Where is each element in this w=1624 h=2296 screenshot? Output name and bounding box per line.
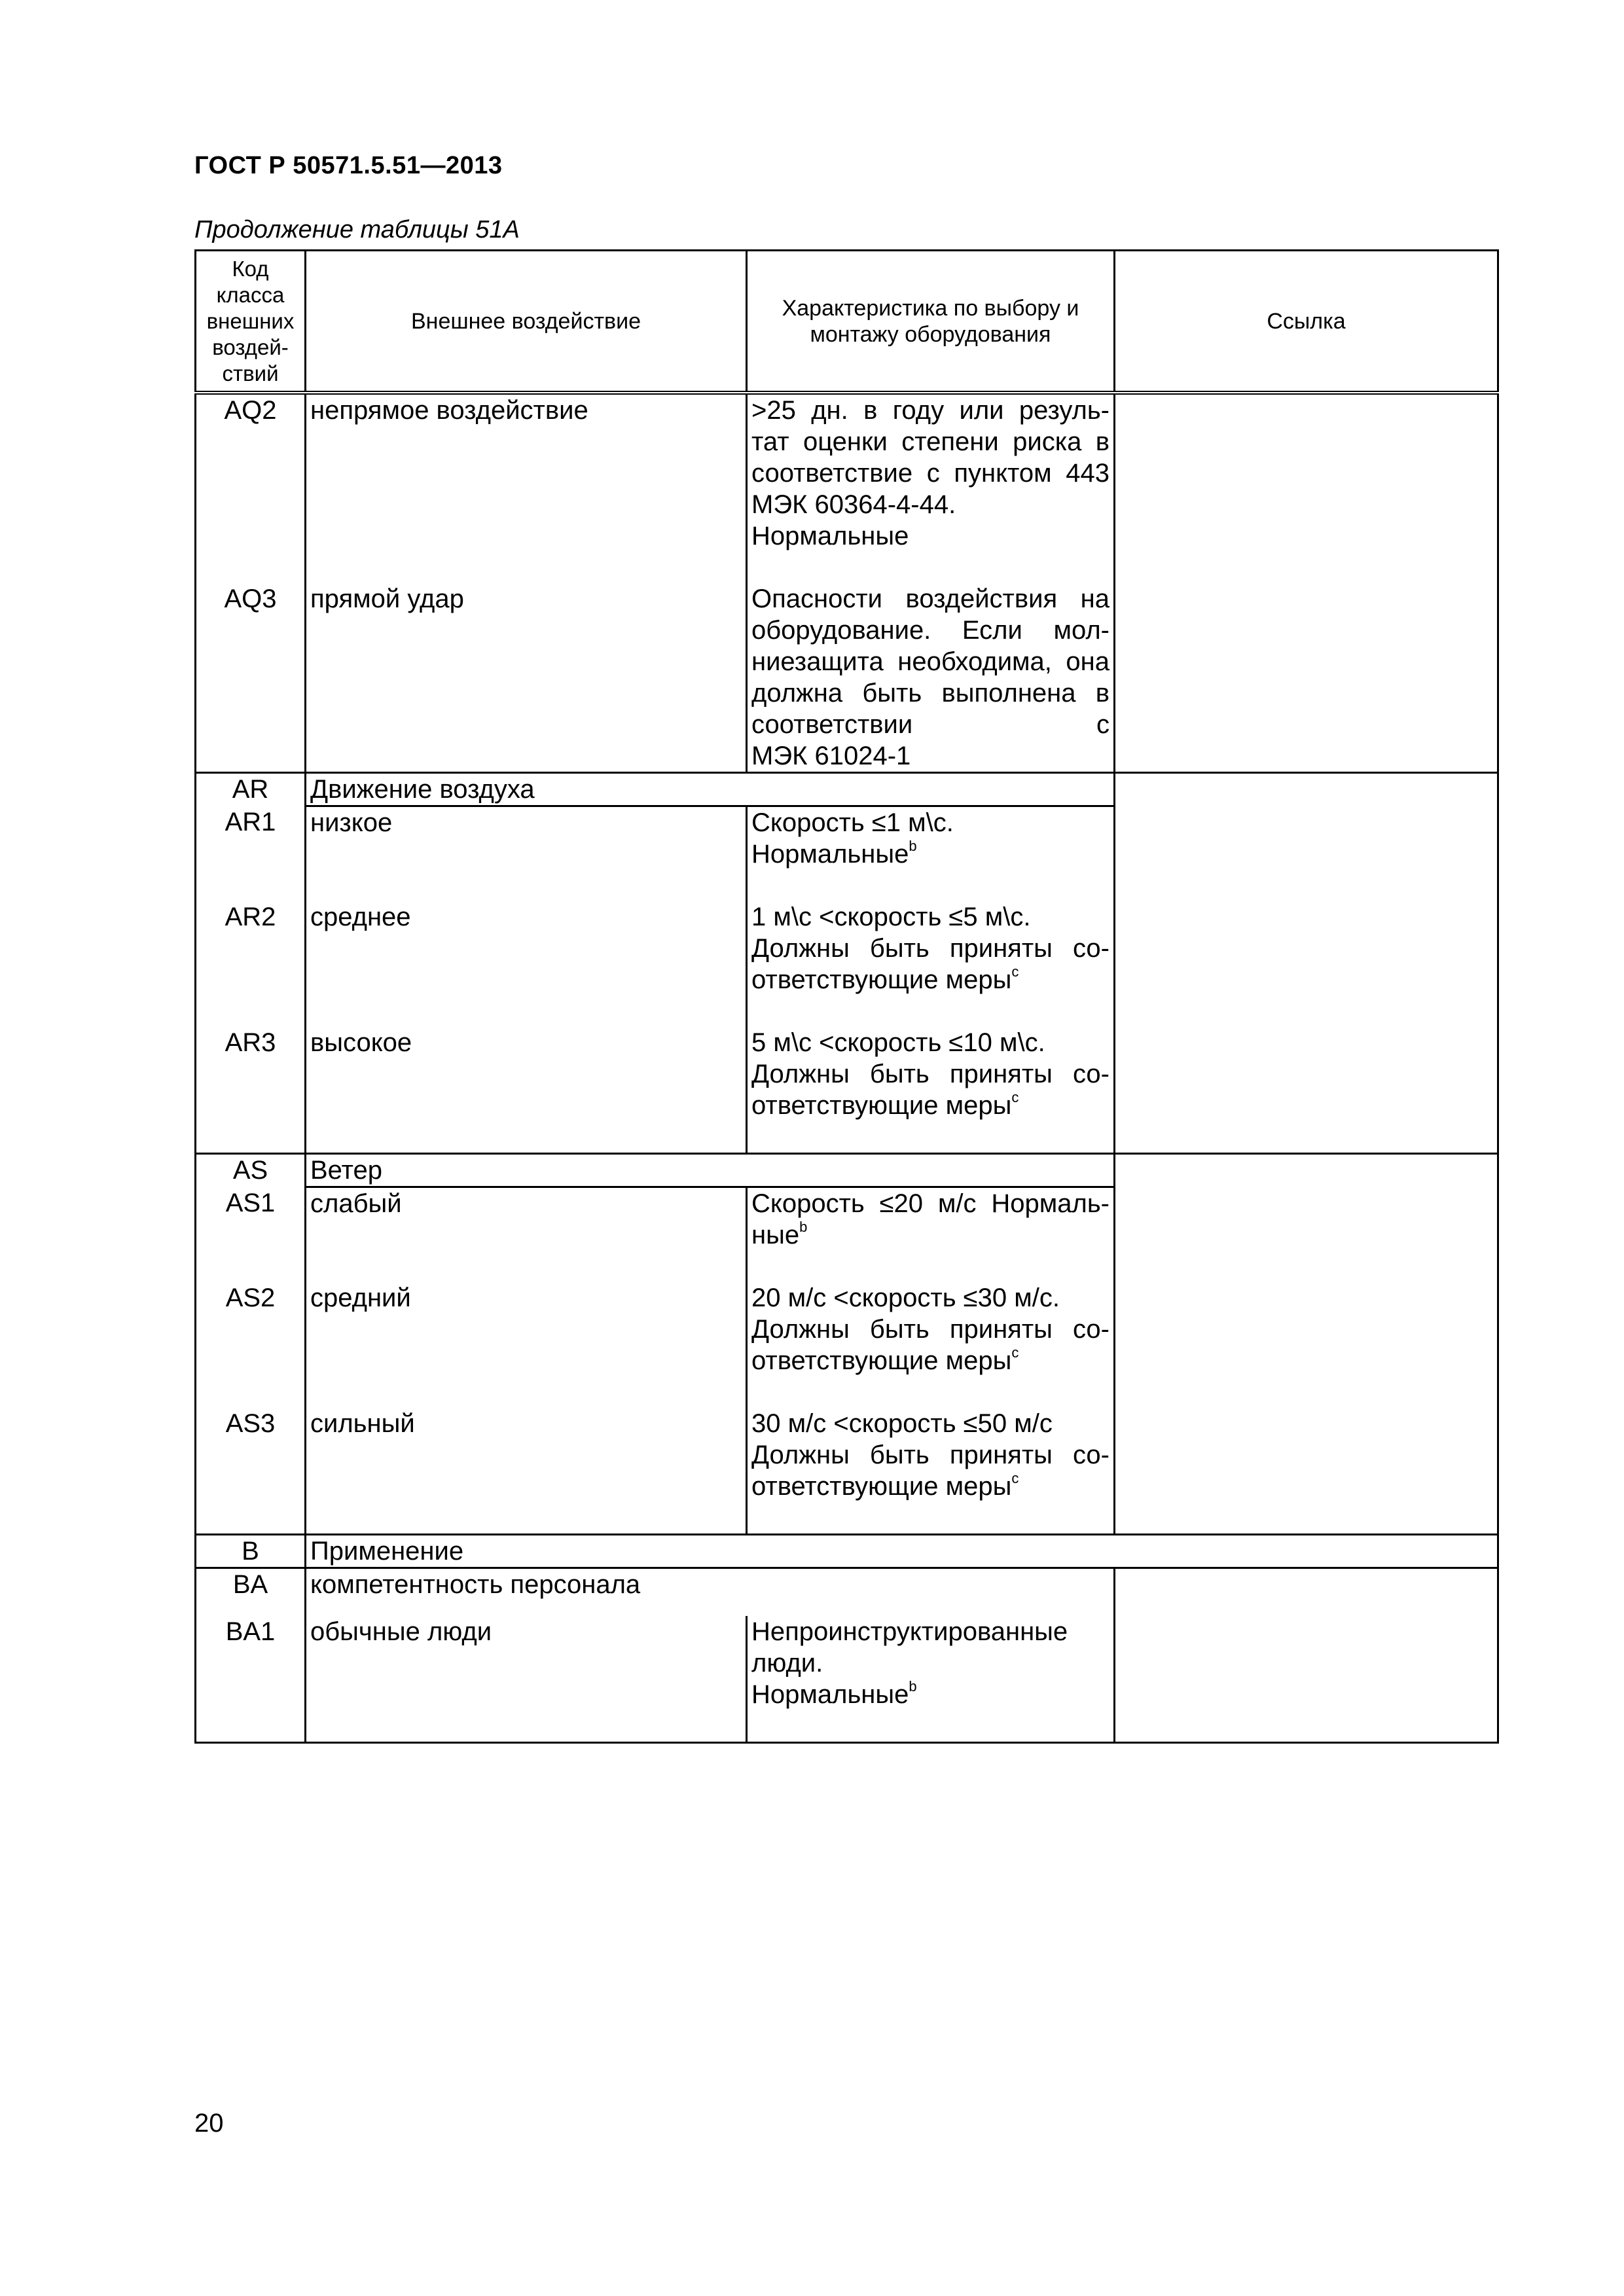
characteristic-line: Скорость ≤1 м\с. bbox=[751, 808, 954, 837]
document-number: ГОСТ Р 50571.5.51—2013 bbox=[194, 152, 503, 179]
table-row bbox=[196, 1535, 1498, 1568]
column-header-code: Код класса внешних воздей-ствий bbox=[196, 251, 306, 393]
characteristic-line: ниезащита необходима, она bbox=[751, 647, 1110, 676]
characteristic-text bbox=[747, 901, 1115, 996]
table-51a bbox=[194, 249, 1499, 1744]
reference-cell bbox=[1115, 1154, 1498, 1535]
characteristic-line: 1 м\с <скорость ≤5 м\с. bbox=[751, 903, 1031, 931]
influence-text: обычные люди bbox=[306, 1616, 747, 1743]
section-code: B bbox=[196, 1535, 306, 1568]
page-number: 20 bbox=[194, 2109, 224, 2138]
influence-text: сильный bbox=[306, 1408, 747, 1535]
footnote-mark: b bbox=[799, 1219, 808, 1235]
footnote-mark: c bbox=[1011, 963, 1019, 980]
characteristic-line: 5 м\с <скорость ≤10 м\с. bbox=[751, 1028, 1045, 1057]
influence-text: непрямое воздействие bbox=[306, 393, 747, 552]
characteristic-line: тат оценки степени риска в bbox=[751, 427, 1110, 456]
influence-text: прямой удар bbox=[306, 583, 747, 773]
influence-text: низкое bbox=[306, 806, 747, 870]
class-code: AS3 bbox=[196, 1408, 306, 1535]
footnote-mark: b bbox=[909, 1678, 917, 1695]
characteristic-line: >25 дн. в году или резуль- bbox=[751, 396, 1110, 425]
class-code: BA1 bbox=[196, 1616, 306, 1743]
characteristic-line: Должны быть приняты со- bbox=[751, 1315, 1110, 1344]
characteristic-text bbox=[747, 583, 1115, 773]
group-code: BA bbox=[196, 1568, 306, 1601]
characteristic-line: МЭК 61024-1 bbox=[751, 742, 911, 770]
table-caption: Продолжение таблицы 51А bbox=[194, 216, 520, 243]
group-title: компетентность персонала bbox=[306, 1568, 1115, 1601]
group-code: AS bbox=[196, 1154, 306, 1187]
class-code: AS1 bbox=[196, 1187, 306, 1251]
class-code: AR2 bbox=[196, 901, 306, 996]
characteristic-text bbox=[747, 1616, 1115, 1743]
table-row bbox=[196, 1154, 1498, 1187]
characteristic-line: соответствии с bbox=[751, 710, 1110, 739]
column-header-reference: Ссылка bbox=[1115, 251, 1498, 393]
class-code: AR3 bbox=[196, 1027, 306, 1154]
influence-text: средний bbox=[306, 1282, 747, 1376]
reference-cell bbox=[1115, 393, 1498, 773]
characteristic-line: ные$^b$ bbox=[751, 1219, 808, 1249]
footnote-mark: c bbox=[1011, 1089, 1019, 1105]
characteristic-line: Опасности воздействия на bbox=[751, 584, 1110, 613]
characteristic-text bbox=[747, 1187, 1115, 1251]
class-code: AQ2 bbox=[196, 393, 306, 552]
footnote-mark: b bbox=[909, 838, 917, 854]
characteristic-line: ответствующие меры$^c$ bbox=[751, 1470, 1019, 1501]
characteristic-text bbox=[747, 1282, 1115, 1376]
characteristic-line: Должны быть приняты со- bbox=[751, 934, 1110, 963]
characteristic-line: ответствующие меры$^c$ bbox=[751, 963, 1019, 994]
footnote-mark: c bbox=[1011, 1344, 1019, 1361]
group-title: Движение воздуха bbox=[306, 773, 1115, 806]
characteristic-line: Должны быть приняты со- bbox=[751, 1060, 1110, 1088]
section-title: Применение bbox=[306, 1535, 1498, 1568]
characteristic-line: Нормальные$^b$ bbox=[751, 838, 917, 869]
class-code: AQ3 bbox=[196, 583, 306, 773]
footnote-mark: c bbox=[1011, 1470, 1019, 1486]
characteristic-line: МЭК 60364-4-44. bbox=[751, 490, 956, 519]
characteristic-line: Скорость ≤20 м/с Нормаль- bbox=[751, 1189, 1110, 1218]
reference-cell bbox=[1115, 773, 1498, 1154]
characteristic-text bbox=[747, 806, 1115, 870]
table-row bbox=[196, 393, 1498, 552]
column-header-characteristic: Характеристика по выбору и монтажу оборудования bbox=[747, 251, 1115, 393]
characteristic-line: Нормальные$^b$ bbox=[751, 1678, 917, 1709]
column-header-influence: Внешнее воздействие bbox=[306, 251, 747, 393]
influence-text: слабый bbox=[306, 1187, 747, 1251]
characteristic-line: соответствие с пунктом 443 bbox=[751, 459, 1110, 488]
characteristic-text bbox=[747, 393, 1115, 552]
characteristic-line: оборудование. Если мол- bbox=[751, 616, 1110, 645]
table-row bbox=[196, 1568, 1498, 1601]
group-title: Ветер bbox=[306, 1154, 1115, 1187]
class-code: AS2 bbox=[196, 1282, 306, 1376]
influence-text: среднее bbox=[306, 901, 747, 996]
characteristic-line: 20 м/с <скорость ≤30 м/с. bbox=[751, 1283, 1060, 1312]
class-code: AR1 bbox=[196, 806, 306, 870]
influence-text: высокое bbox=[306, 1027, 747, 1154]
characteristic-line: 30 м/с <скорость ≤50 м/с bbox=[751, 1409, 1053, 1438]
reference-cell bbox=[1115, 1568, 1498, 1743]
characteristic-line: люди. bbox=[751, 1649, 823, 1677]
characteristic-line: ответствующие меры$^c$ bbox=[751, 1089, 1019, 1120]
characteristic-line: Нормальные bbox=[751, 522, 909, 550]
characteristic-line: Непроинструктированные bbox=[751, 1617, 1068, 1646]
group-code: AR bbox=[196, 773, 306, 806]
characteristic-line: ответствующие меры$^c$ bbox=[751, 1344, 1019, 1375]
characteristic-line: Должны быть приняты со- bbox=[751, 1441, 1110, 1469]
table-row bbox=[196, 773, 1498, 806]
characteristic-line: должна быть выполнена в bbox=[751, 679, 1110, 708]
characteristic-text bbox=[747, 1408, 1115, 1535]
characteristic-text bbox=[747, 1027, 1115, 1154]
